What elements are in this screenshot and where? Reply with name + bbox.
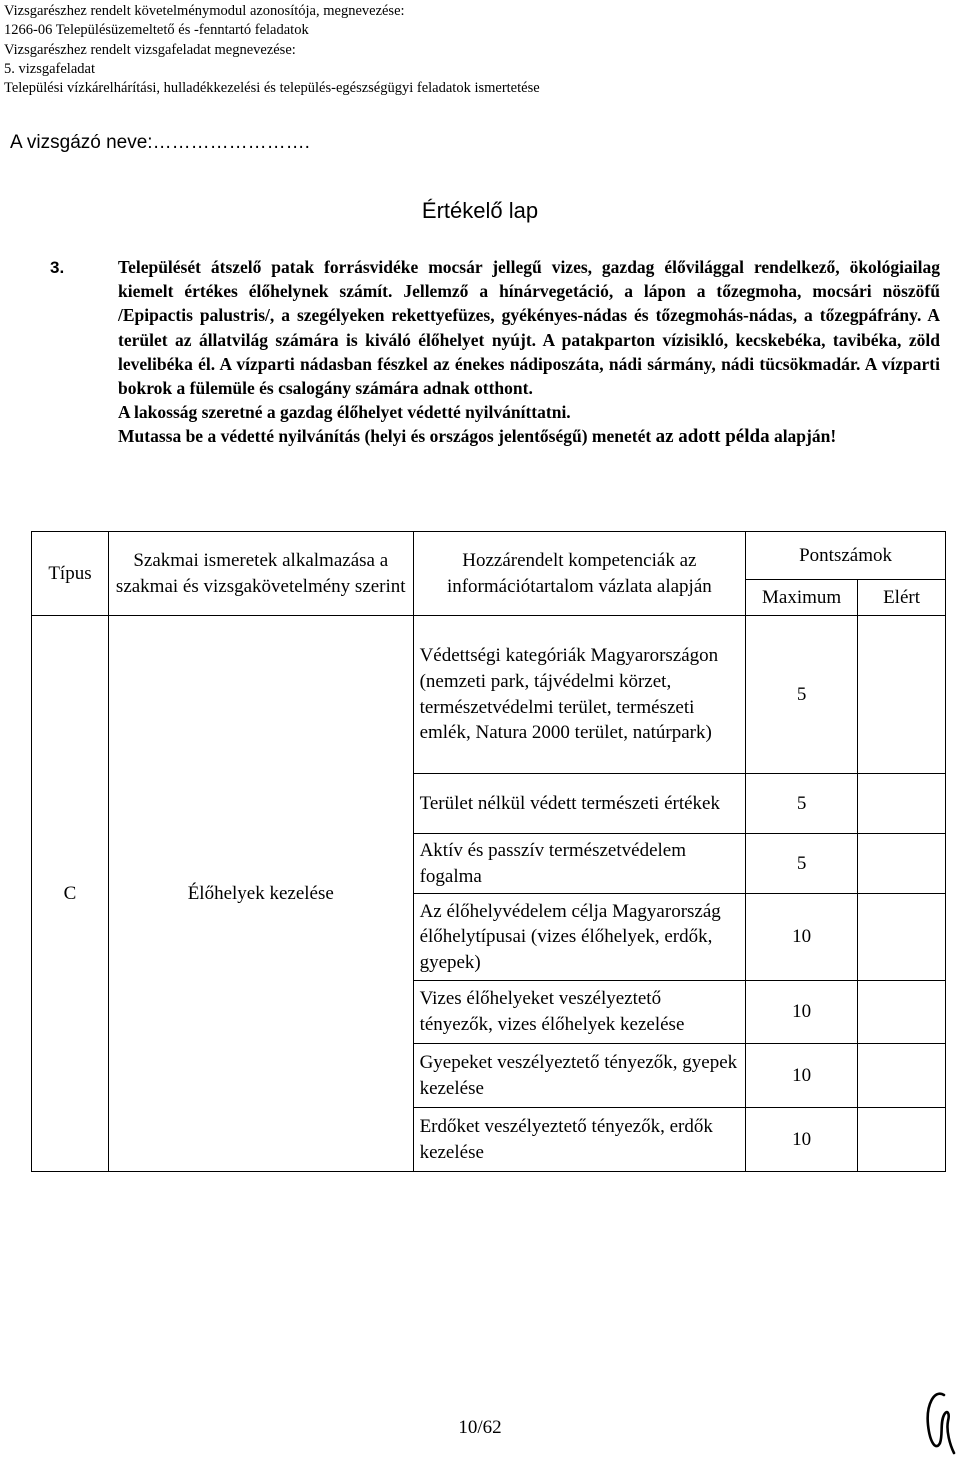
max-points-cell: 10 <box>746 894 858 981</box>
competency-cell: Védettségi kategóriák Magyarországon (nemzeti park, tájvédelmi körzet, természetvédelmi terület, természeti emlék, Natura 2000 terület, natúrpark) <box>413 616 746 774</box>
header-points: Pontszámok <box>746 532 946 580</box>
header-line-4: 5. vizsgafeladat <box>4 60 95 77</box>
page-number: 10/62 <box>458 1417 502 1438</box>
task-text-line2: A lakosság szeretné a gazdag élőhelyet védetté nyilváníttatni. <box>118 402 571 423</box>
achieved-points-cell[interactable] <box>858 1044 946 1108</box>
knowledge-value: Élőhelyek kezelése <box>108 616 413 1172</box>
document-header <box>4 2 540 98</box>
task-text-line3a: Mutassa be a védetté nyilvánítás (helyi és országos jelentőségű) menetét <box>118 426 652 447</box>
header-knowledge: Szakmai ismeretek alkalmazása a szakmai és vizsgakövetelmény szerint <box>108 532 413 616</box>
type-value: C <box>32 616 109 1172</box>
task-text-line3c: alapján! <box>773 426 837 447</box>
achieved-points-cell[interactable] <box>858 1108 946 1172</box>
signature-icon <box>920 1385 958 1460</box>
task-text-line3 <box>118 424 940 449</box>
max-points-cell: 5 <box>746 616 858 774</box>
competency-cell: Erdőket veszélyeztető tényezők, erdők kezelése <box>413 1108 746 1172</box>
header-line-5: Települési vízkárelhárítási, hulladékkezelési és település-egészségügyi feladatok ismertetése <box>4 80 540 97</box>
header-line-1: Vizsgarészhez rendelt követelménymodul azonosítója, megnevezése: <box>4 3 405 19</box>
max-points-cell: 10 <box>746 981 858 1044</box>
achieved-points-cell[interactable] <box>858 774 946 834</box>
header-competencies: Hozzárendelt kompetenciák az információtartalom vázlata alapján <box>413 532 746 616</box>
achieved-points-cell[interactable] <box>858 894 946 981</box>
header-line-2: 1266-06 Településüzemeltető és -fenntartó feladatok <box>4 22 309 39</box>
competency-cell: Vizes élőhelyeket veszélyeztető tényezők, vizes élőhelyek kezelése <box>413 981 746 1044</box>
competency-cell: Gyepeket veszélyeztető tényezők, gyepek kezelése <box>413 1044 746 1108</box>
max-points-cell: 10 <box>746 1108 858 1172</box>
max-points-cell: 5 <box>746 774 858 834</box>
page-title: Értékelő lap <box>421 198 539 223</box>
header-achieved: Elért <box>858 580 946 616</box>
header-type: Típus <box>32 532 109 616</box>
competency-cell: Az élőhelyvédelem célja Magyarország élőhelytípusai (vizes élőhelyek, erdők, gyepek) <box>413 894 746 981</box>
task-text-main: Települését átszelő patak forrásvidéke mocsár jellegű vizes, gazdag élővilággal rendelkező, ökológiailag kiemelt értékes élőhelynek számít. Jellemző a hínárvegetáció, a lápon a tőzegmoha, mocsári nöszöfű /Epipactis palustris/, a szegélyeken rekettyefüzes, gyékényes-nádas és tőzegmohás-nádas, a tőzegpáfrány. A terület az állatvilág számára is kiváló élőhelyet nyújt. A patakparton vízisikló, kecskebéka, tavibéka, zöld levelibéka él. A vízparti nádasban fészkel az énekes nádiposzáta, nádi sármány, nádi tücsökmadár. A vízparti bokrok a fülemüle és csalogány számára adnak otthont. <box>118 257 940 399</box>
task-description <box>118 255 940 450</box>
header-max: Maximum <box>746 580 858 616</box>
header-line-3: Vizsgarészhez rendelt vizsgafeladat megnevezése: <box>4 41 296 58</box>
achieved-points-cell[interactable] <box>858 616 946 774</box>
evaluation-table <box>31 531 946 1172</box>
task-number: 3. <box>50 258 65 277</box>
table-row <box>32 616 946 774</box>
max-points-cell: 5 <box>746 834 858 894</box>
task-text-line3b: az adott példa <box>655 426 770 448</box>
competency-cell: Aktív és passzív természetvédelem fogalma <box>413 834 746 894</box>
achieved-points-cell[interactable] <box>858 834 946 894</box>
candidate-name-line: A vizsgázó neve:……………………. <box>10 132 310 153</box>
max-points-cell: 10 <box>746 1044 858 1108</box>
achieved-points-cell[interactable] <box>858 981 946 1044</box>
competency-cell: Terület nélkül védett természeti értékek <box>413 774 746 834</box>
